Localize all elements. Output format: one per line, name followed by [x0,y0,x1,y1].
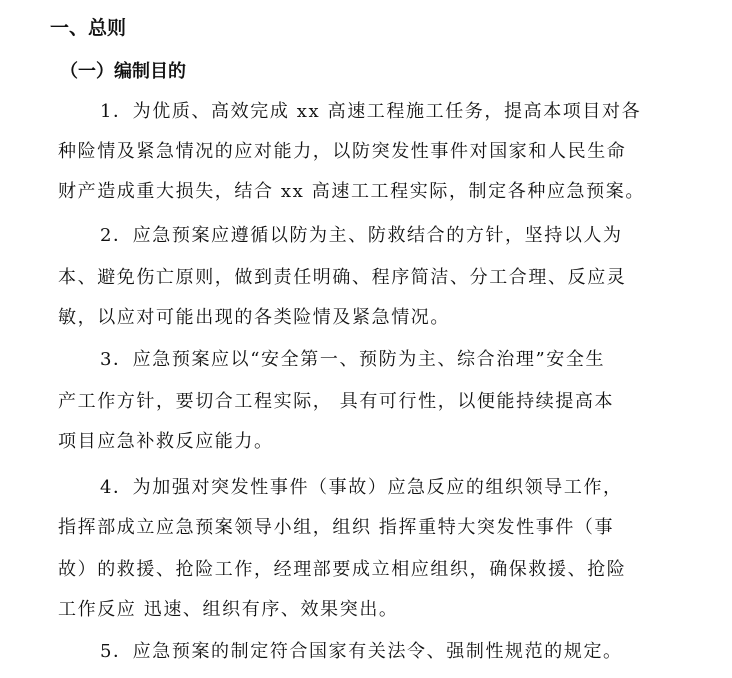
paragraph-5-line-1: 5．应急预案的制定符合国家有关法令、强制性规范的规定。 [100,641,623,662]
paragraph-3-line-3: 项目应急补救反应能力。 [58,431,274,452]
paragraph-4-line-4: 工作反应 迅速、组织有序、效果突出。 [58,599,399,620]
paragraph-4-line-2: 指挥部成立应急预案领导小组，组织 指挥重特大突发性事件（事 [58,517,615,538]
paragraph-1-line-2: 种险情及紧急情况的应对能力，以防突发性事件对国家和人民生命 [58,141,627,162]
paragraph-3-line-2: 产工作方针，要切合工程实际， 具有可行性，以便能持续提高本 [58,391,615,412]
paragraph-1-line-3: 财产造成重大损失，结合 xx 高速工工程实际，制定各种应急预案。 [58,181,645,202]
subsection-heading: （一）编制目的 [60,61,186,82]
paragraph-4-line-1: 4．为加强对突发性事件（事故）应急反应的组织领导工作， [100,477,623,498]
paragraph-2-line-3: 敏，以应对可能出现的各类险情及紧急情况。 [58,307,450,328]
paragraph-4-line-3: 故）的救援、抢险工作，经理部要成立相应组织，确保救援、抢险 [58,559,627,580]
paragraph-3-line-1: 3．应急预案应以“安全第一、预防为主、综合治理”安全生 [100,349,606,370]
paragraph-1-line-1: 1．为优质、高效完成 xx 高速工程施工任务，提高本项目对各 [100,101,642,122]
paragraph-2-line-2: 本、避免伤亡原则，做到责任明确、程序简洁、分工合理、反应灵 [58,267,627,288]
section-heading: 一、总则 [50,17,127,39]
paragraph-2-line-1: 2．应急预案应遵循以防为主、防救结合的方针，坚持以人为 [100,225,623,246]
